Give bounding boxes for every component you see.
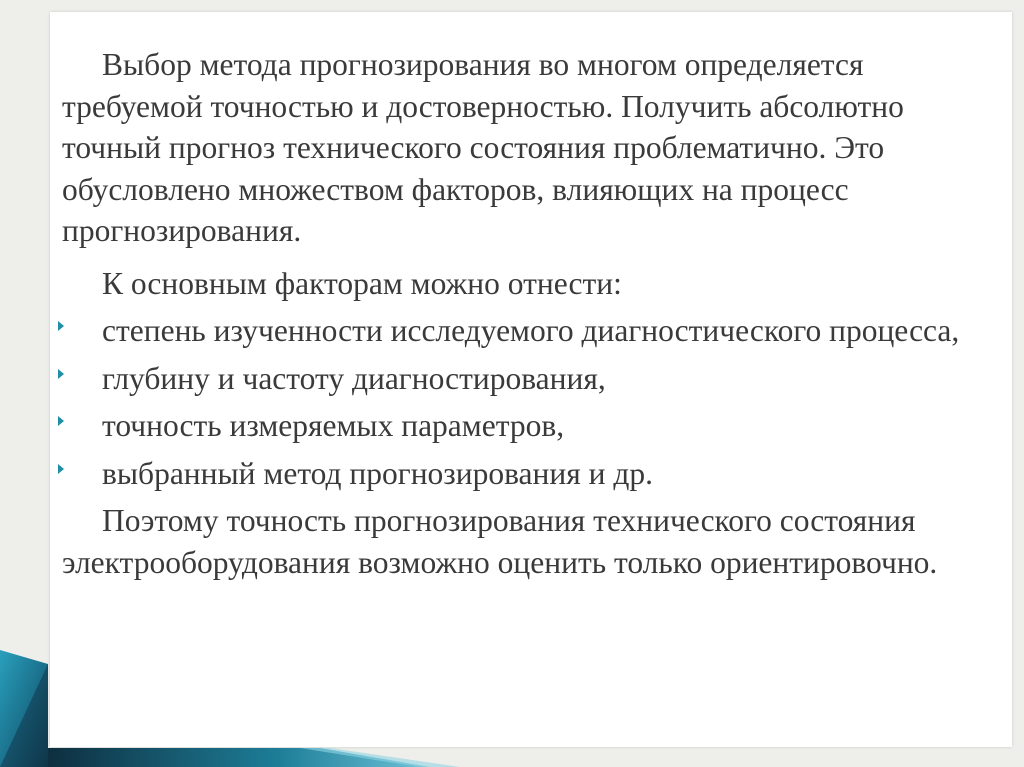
list-item-text: точность измеряемых параметров, bbox=[102, 408, 565, 443]
conclusion-paragraph: Поэтому точность прогнозирования технического состояния электрооборудования возможно оценить только ориентировочно. bbox=[62, 503, 938, 580]
list-item bbox=[62, 358, 982, 400]
triangle-right-icon bbox=[56, 460, 66, 478]
list-item-text: выбранный метод прогнозирования и др. bbox=[102, 455, 654, 491]
list-item-text: глубину и частоту диагностирования, bbox=[102, 360, 606, 396]
triangle-right-icon bbox=[56, 412, 66, 430]
list-item bbox=[62, 453, 982, 495]
list-item-text: степень изученности исследуемого диагностического процесса, bbox=[102, 313, 960, 348]
triangle-right-icon bbox=[56, 317, 66, 335]
list-item bbox=[62, 310, 982, 352]
factors-list bbox=[62, 310, 982, 494]
intro-paragraph: Выбор метода прогнозирования во многом определяется требуемой точностью и достоверностью. Получить абсолютно точный прогноз технического состояния проблематично. Это обусловлено множеством факторов, влияющих на процесс прогнозирования. bbox=[62, 47, 904, 248]
list-item bbox=[62, 405, 982, 447]
triangle-right-icon bbox=[56, 365, 66, 383]
factors-lead-paragraph: К основным факторам можно отнести: bbox=[102, 265, 622, 301]
slide-body bbox=[62, 44, 982, 583]
